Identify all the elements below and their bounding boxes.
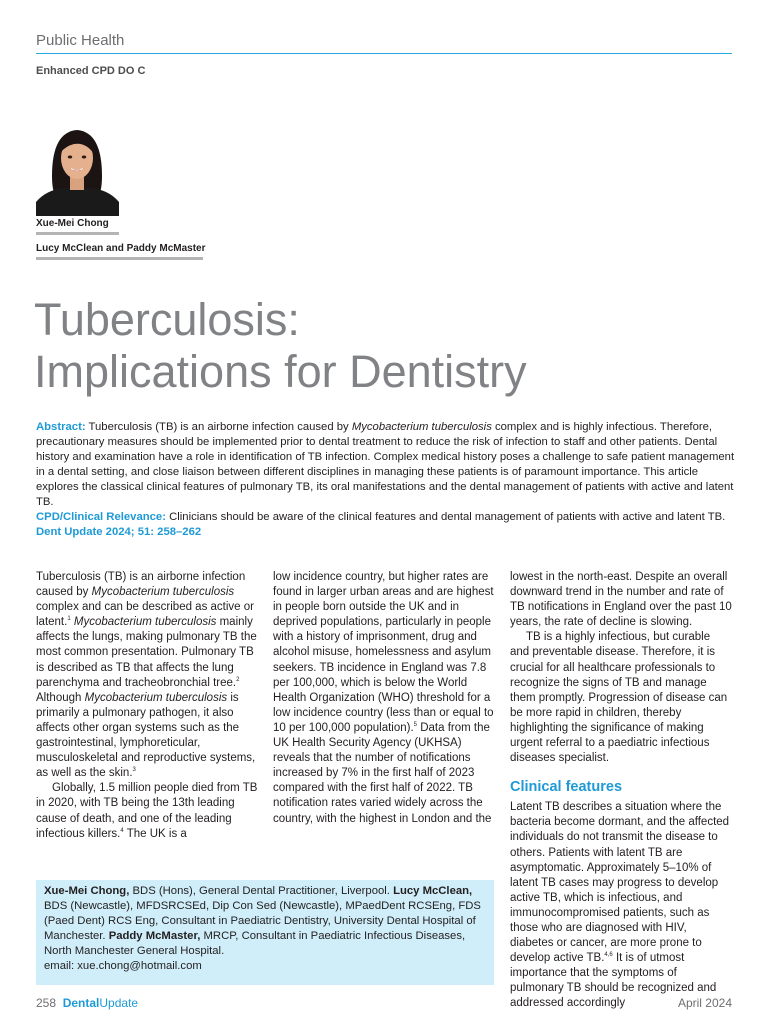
section-label: Public Health (36, 32, 125, 49)
affiliations-box (36, 880, 494, 985)
species-name: Mycobacterium tuberculosis (73, 616, 217, 629)
reference-marker: 4 (120, 827, 124, 834)
text-run: Data from the UK Health Security Agency (UKHSA) reveals that the number of notifications increased by 7% in the first half of 2023 compared with the first half of 2022. TB notification rates varied widely across the country, with the highest in London and the (273, 721, 492, 825)
issue-date: April 2024 (677, 996, 732, 1010)
coauthor-rule (36, 257, 203, 260)
contact-email[interactable]: email: xue.chong@hotmail.com (44, 960, 202, 972)
reference-marker: 4,6 (604, 952, 613, 959)
text-run: low incidence country, but higher rates are found in larger urban areas and are highest in people born outside the UK and in deprived populations, particularly in people with a history of imprisonment, drug and alcohol misuse, homelessness and asylum seekers. TB incidence in England was 7.8 per 100,000, which is below the World Health Organization (WHO) threshold for a low incidence country (less than or equal to 10 per 100,000 population). (273, 571, 494, 734)
text-run: Although (36, 691, 85, 704)
page-number: 258 (36, 996, 57, 1010)
cpd-label: Enhanced CPD DO C (36, 65, 146, 77)
cpd-relevance-text: Clinicians should be aware of the clinical features and dental management of patients with active and latent TB. (165, 511, 726, 523)
cpd-relevance-label: CPD/Clinical Relevance: (36, 511, 166, 523)
abstract-label: Abstract: (36, 421, 86, 433)
section-heading: Clinical features (510, 779, 623, 796)
reference-marker: 1 (67, 616, 71, 623)
author-name: Lucy McClean, (393, 885, 473, 897)
author-photo (36, 112, 119, 216)
body-paragraph (36, 781, 258, 841)
abstract-species: Mycobacterium tuberculosis (351, 421, 492, 433)
abstract-block (36, 420, 736, 540)
body-paragraph: lowest in the north-east. Despite an overall downward trend in the number and rate of TB notifications in England over the past 10 years, the rate of decline is slowing. (510, 571, 732, 629)
footer-page-info (36, 996, 138, 1010)
journal-name-dental: Dental (62, 996, 100, 1010)
body-paragraph (273, 570, 495, 827)
primary-author-rule (36, 232, 119, 235)
species-name: Mycobacterium tuberculosis (84, 691, 228, 704)
text-run: complex and can be described as active or latent. (36, 601, 254, 629)
author-name: Paddy McMaster, (108, 930, 201, 942)
affiliation-text: BDS (Newcastle), MFDSRCSEd, Dip Con Sed (Newcastle), MPaedDent RCSEng, FDS (Paed Dent) RCS Eng, Consultant in Paediatric Dentistry, University Dental Hospital of Manchester. (44, 900, 481, 942)
text-run: The UK is a (123, 827, 187, 840)
text-run: Latent TB describes a situation where the bacteria become dormant, and the affected individuals do not transmit the disease to others. Patients with latent TB are asymptomatic. Approximately 5–10% of latent TB cases may progress to develop active TB, which is infectious, and immunocompromised patients, such as those who are diagnosed with HIV, diabetes or cancer, are more prone to develop active TB. (510, 801, 730, 965)
body-paragraph (36, 570, 258, 781)
header-rule (36, 53, 732, 54)
body-column-1 (36, 570, 258, 842)
body-paragraph: TB is a highly infectious, but curable and preventable disease. Therefore, it is crucial for all healthcare professionals to recognize the signs of TB and manage them promptly. Progression of disease can be more rapid in children, thereby highlighting the significance of making urgent referral to a paediatric infectious diseases specialist. (510, 631, 728, 765)
reference-marker: 5 (413, 722, 418, 729)
primary-author-name: Xue-Mei Chong (36, 218, 109, 229)
affiliation-text: BDS (Hons), General Dental Practitioner, Liverpool. (129, 885, 394, 897)
text-run: is primarily a pulmonary pathogen, it also affects other organ systems such as the gastrointestinal, lymphoreticular, musculoskeletal and reproductive systems, as well as the skin. (36, 691, 256, 780)
abstract-text-a: Tuberculosis (TB) is an airborne infection caused by (85, 421, 352, 433)
body-column-3 (510, 570, 732, 1012)
abstract-text-b: complex and is highly infectious. Therefore, precautionary measures should be implemented prior to dental treatment to reduce the risk of infection to staff and other patients. Dental history and examination have a role in identification of TB infection. Complex medical history poses a challenge to safe patient management in a dental setting, and close liaison between different disciplines in managing these patients is of paramount importance. This article explores the classical clinical features of pulmonary TB, its oral manifestations and the dental management of patients with active and latent TB. (36, 421, 735, 508)
journal-name-update: Update (99, 996, 139, 1010)
reference-marker: 3 (132, 767, 136, 774)
cpd-relevance (36, 510, 736, 525)
species-name: Mycobacterium tuberculosis (91, 586, 235, 599)
coauthor-names: Lucy McClean and Paddy McMaster (36, 243, 206, 254)
citation: Dent Update 2024; 51: 258–262 (36, 526, 202, 538)
body-paragraph (510, 800, 732, 1011)
abstract-paragraph (36, 420, 736, 510)
author-name: Xue-Mei Chong, (44, 885, 130, 897)
body-column-2 (273, 570, 495, 827)
text-run: It is of utmost importance that the symptoms of pulmonary TB should be recognized and addressed accordingly (510, 952, 717, 1010)
reference-marker: 2 (236, 676, 240, 683)
article-title (34, 294, 527, 398)
text-run: Tuberculosis (TB) is an airborne infection caused by (36, 571, 246, 599)
text-run: mainly affects the lungs, making pulmonary TB the most common presentation. Pulmonary TB is described as TB that affects the lung parenchyma and tracheobronchial tree. (36, 616, 257, 689)
title-line-1: Tuberculosis: (34, 294, 300, 345)
affiliations-text (44, 884, 486, 959)
title-line-2: Implications for Dentistry (34, 346, 527, 397)
author-portrait-image (36, 112, 119, 216)
affiliation-text: MRCP, Consultant in Paediatric Infectious Diseases, North Manchester General Hospital. (44, 930, 466, 957)
text-run: Globally, 1.5 million people died from TB in 2020, with TB being the 13th leading cause of death, and one of the leading infectious killers. (36, 782, 258, 840)
